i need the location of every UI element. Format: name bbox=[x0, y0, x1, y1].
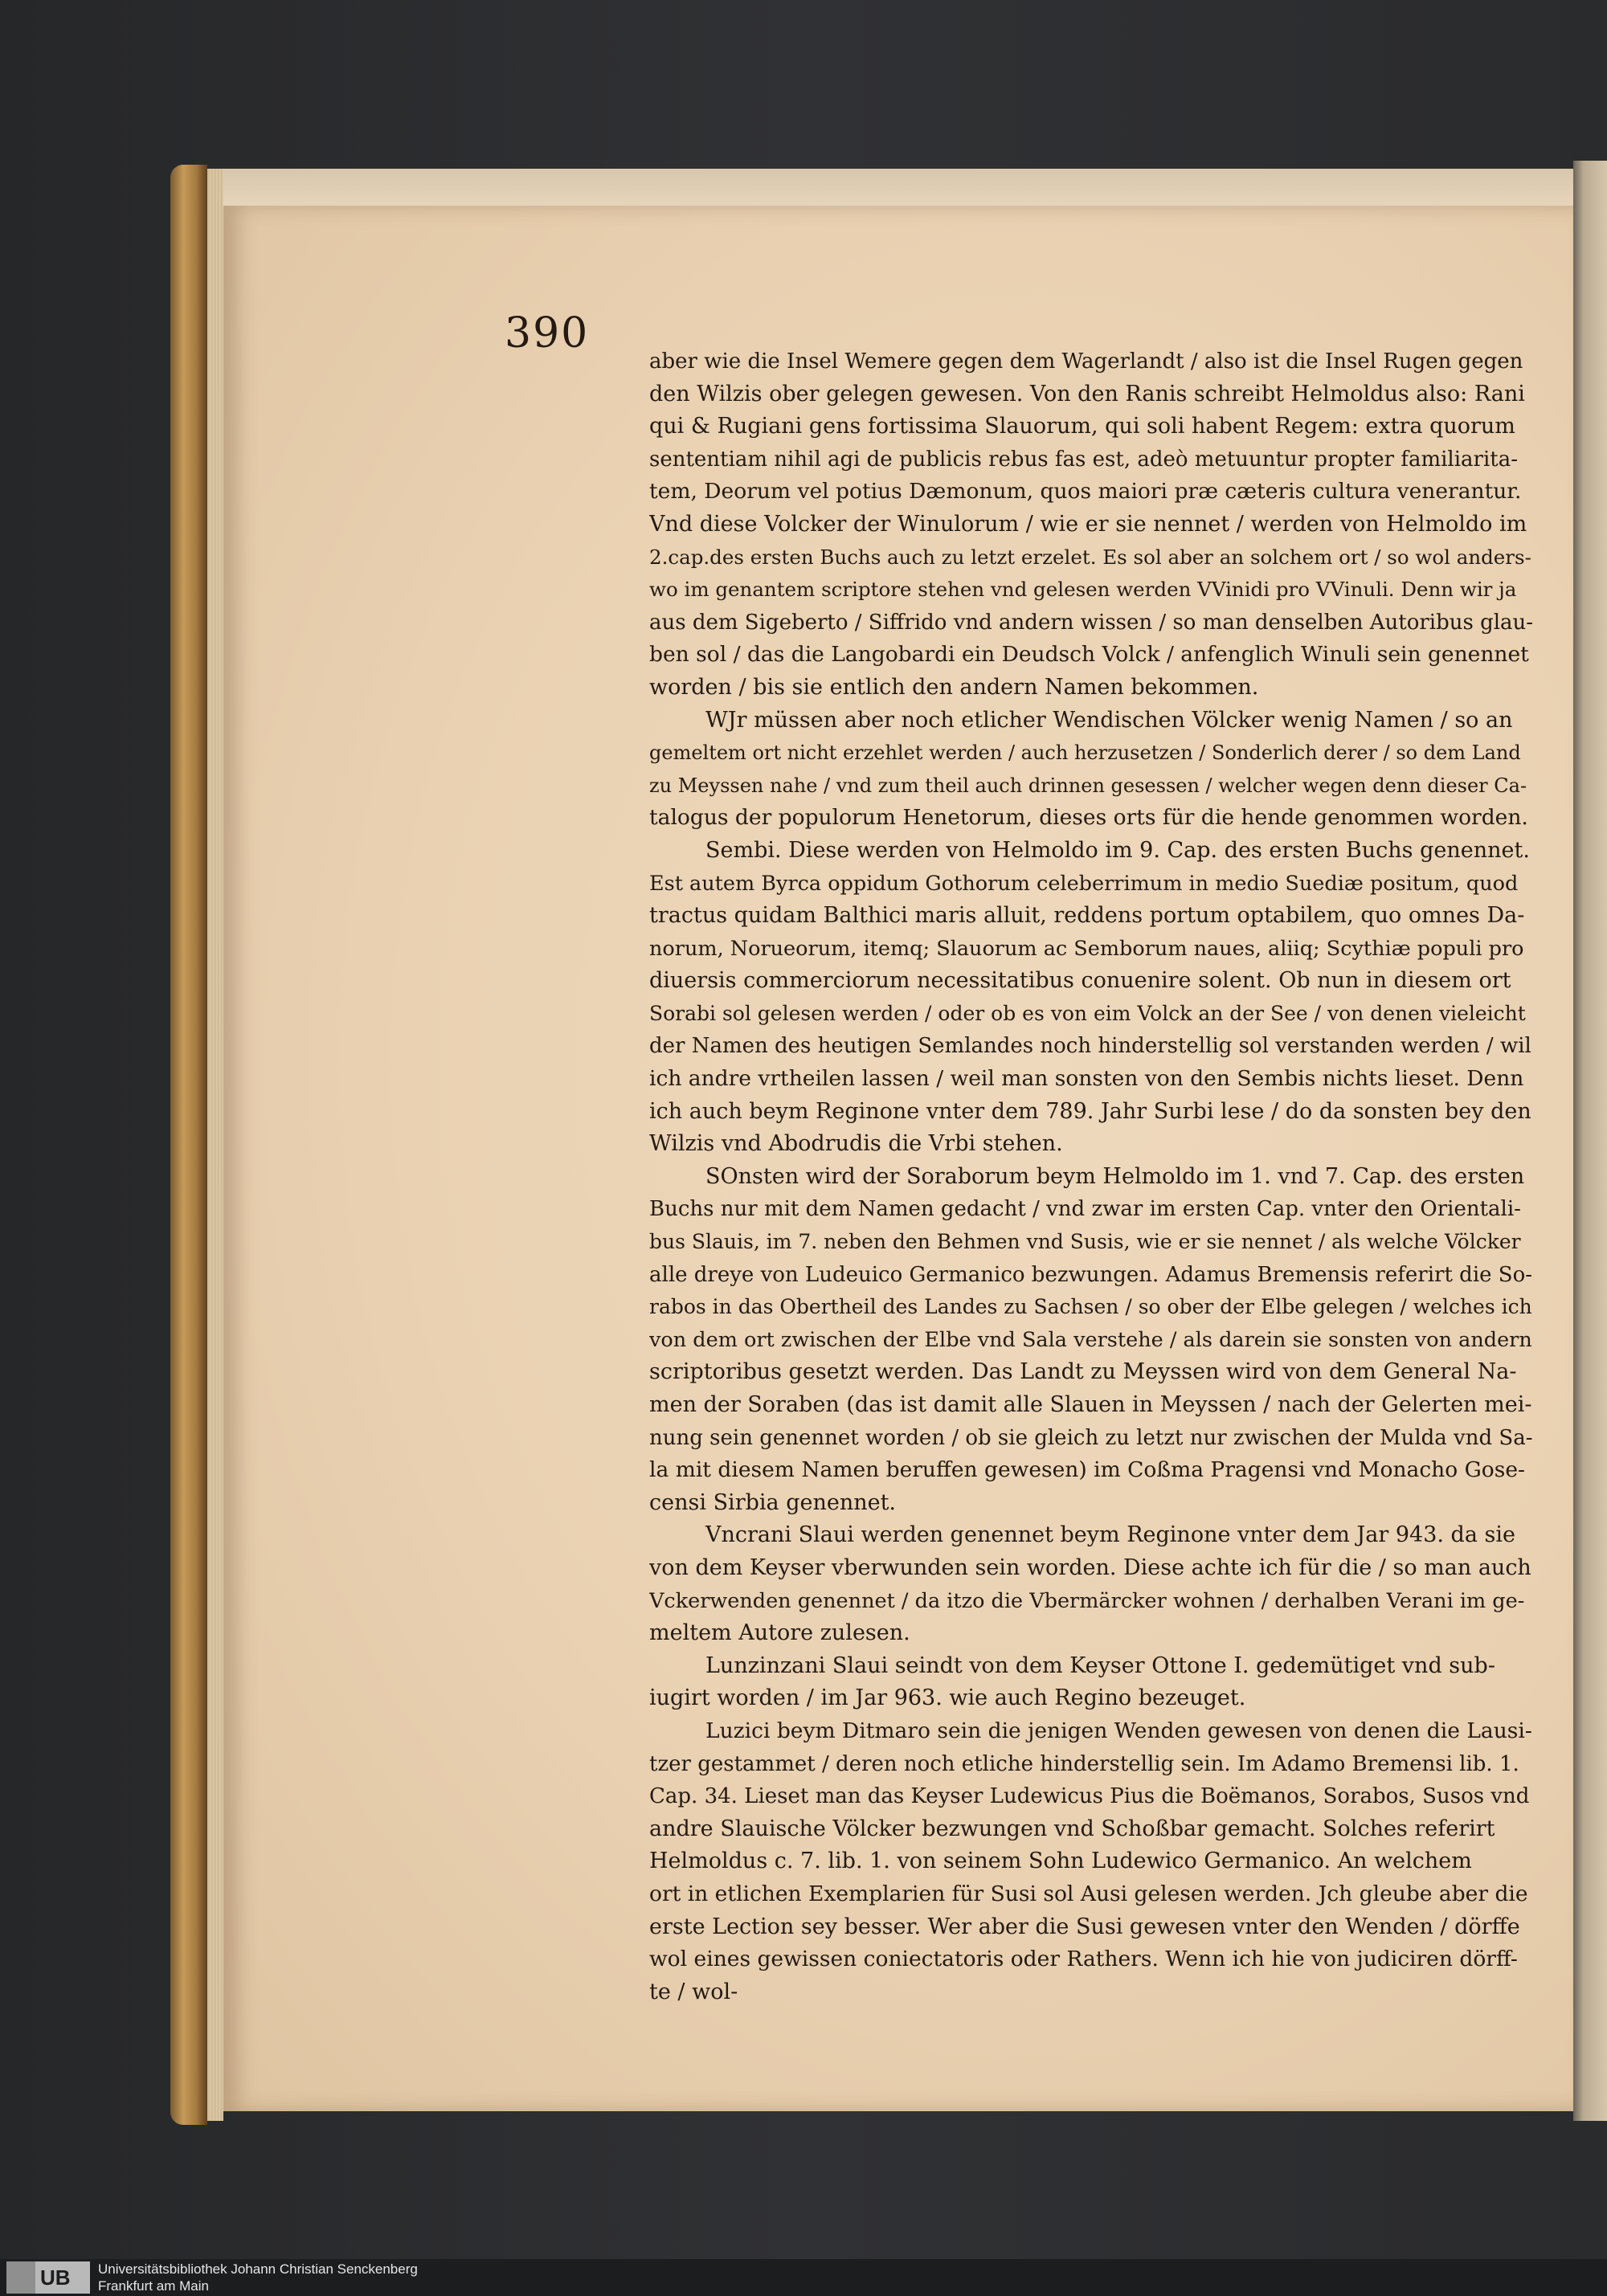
text-line: iugirt worden / im Jar 963. wie auch Regino bezeuget. bbox=[649, 1685, 1246, 1711]
text-line: diuersis commerciorum necessitatibus conuenire solent. Ob nun in diesem ort bbox=[649, 968, 1511, 994]
text-line: nung sein genennet worden / ob sie gleich zu letzt nur zwischen der Mulda vnd Sa- bbox=[649, 1425, 1533, 1450]
text-line: Lunzinzani Slaui seindt von dem Keyser Ottone I. gedemütiget vnd sub- bbox=[705, 1653, 1495, 1678]
text-line: Buchs nur mit dem Namen gedacht / vnd zwar im ersten Cap. vnter den Orientali- bbox=[649, 1197, 1521, 1222]
library-logo bbox=[6, 2261, 90, 2294]
text-line: der Namen des heutigen Semlandes noch hinderstellig sol verstanden werden / wil bbox=[649, 1034, 1531, 1059]
text-line: Cap. 34. Lieset man das Keyser Ludewicus Pius die Boëmanos, Sorabos, Susos vnd bbox=[649, 1784, 1530, 1809]
text-line: tractus quidam Balthici maris alluit, reddens portum optabilem, quo omnes Da- bbox=[649, 903, 1525, 929]
text-line: Vckerwenden genennet / da itzo die Vbermärcker wohnen / derhalben Verani im ge- bbox=[649, 1588, 1525, 1613]
text-line: aber wie die Insel Wemere gegen dem Wagerlandt / also ist die Insel Rugen gegen bbox=[649, 349, 1523, 374]
text-line: von dem ort zwischen der Elbe vnd Sala verstehe / als darein sie sonsten von andern bbox=[649, 1327, 1532, 1352]
text-line: censi Sirbia genennet. bbox=[649, 1489, 897, 1515]
text-line: Vnd diese Volcker der Winulorum / wie er sie nennet / werden von Helmoldo im bbox=[649, 511, 1527, 537]
text-line: 2.cap.des ersten Buchs auch zu letzt erzelet. Es sol aber an solchem ort / so wol anders- bbox=[649, 545, 1531, 569]
text-line: rabos in das Obertheil des Landes zu Sachsen / so ober der Elbe gelegen / welches ich bbox=[649, 1295, 1532, 1319]
text-line: Sembi. Diese werden von Helmoldo im 9. Cap. des ersten Buchs genennet. bbox=[705, 837, 1530, 863]
text-line: te / wol- bbox=[649, 1979, 738, 2004]
text-line: wol eines gewissen coniectatoris oder Rathers. Wenn ich hie von judiciren dörff- bbox=[649, 1947, 1518, 1972]
page-top-edge bbox=[207, 169, 1573, 207]
text-line: Wilzis vnd Abodrudis die Vrbi stehen. bbox=[649, 1131, 1063, 1157]
text-line: worden / bis sie entlich den andern Namen bekommen. bbox=[649, 674, 1259, 700]
text-line: andre Slauische Völcker bezwungen vnd Schoßbar gemacht. Solches referirt bbox=[649, 1816, 1495, 1841]
book-binding bbox=[170, 165, 207, 2125]
text-line: wo im genantem scriptore stehen vnd gelesen werden VVinidi pro VVinuli. Denn wir ja bbox=[649, 578, 1517, 602]
text-line: scriptoribus gesetzt werden. Das Landt zu Meyssen wird von dem General Na- bbox=[649, 1359, 1517, 1385]
text-line: ich auch beym Reginone vnter dem 789. Jahr Surbi lese / do da sonsten bey den bbox=[649, 1098, 1531, 1124]
text-line: Vncrani Slaui werden genennet beym Reginone vnter dem Jar 943. da sie bbox=[705, 1522, 1515, 1548]
text-line: von dem Keyser vberwunden sein worden. Diese achte ich für die / so man auch bbox=[649, 1554, 1531, 1580]
library-logo-text: UB bbox=[40, 2265, 71, 2290]
text-line: gemeltem ort nicht erzehlet werden / auch herzusetzen / Sonderlich derer / so dem Land bbox=[649, 742, 1521, 765]
text-line: den Wilzis ober gelegen gewesen. Von den Ranis schreibt Helmoldus also: Rani bbox=[649, 381, 1525, 406]
page-text-block bbox=[649, 345, 1533, 2008]
text-line: ben sol / das die Langobardi ein Deudsch Volck / anfenglich Winuli sein genennet bbox=[649, 642, 1529, 668]
text-line: ort in etlichen Exemplarien für Susi sol Ausi gelesen werden. Jch gleube aber die bbox=[649, 1881, 1528, 1906]
footer-city: Frankfurt am Main bbox=[98, 2278, 209, 2294]
library-logo-icon bbox=[6, 2261, 35, 2294]
text-line: bus Slauis, im 7. neben den Behmen vnd Susis, wie er sie nennet / als welche Völcker bbox=[649, 1230, 1521, 1254]
text-line: sententiam nihil agi de publicis rebus fas est, adeò metuuntur propter familiarita- bbox=[649, 447, 1519, 472]
text-line: erste Lection sey besser. Wer aber die Susi gewesen vnter den Wenden / dörffe bbox=[649, 1914, 1520, 1939]
text-line: WJr müssen aber noch etlicher Wendischen Völcker wenig Namen / so an bbox=[705, 707, 1513, 733]
text-line: Luzici beym Ditmaro sein die jenigen Wenden gewesen von denen die Lausi- bbox=[705, 1718, 1532, 1743]
page-block-edge bbox=[207, 169, 223, 2121]
text-line: qui & Rugiani gens fortissima Slauorum, qui soli habent Regem: extra quorum bbox=[649, 414, 1515, 439]
text-line: ich andre vrtheilen lassen / weil man sonsten von den Sembis nichts lieset. Denn bbox=[649, 1066, 1524, 1092]
text-line: SOnsten wird der Soraborum beym Helmoldo im 1. vnd 7. Cap. des ersten bbox=[705, 1163, 1525, 1189]
text-line: tzer gestammet / deren noch etliche hinderstellig sein. Im Adamo Bremensi lib. 1. bbox=[649, 1751, 1519, 1776]
text-line: tem, Deorum vel potius Dæmonum, quos maiori præ cæteris cultura venerantur. bbox=[649, 479, 1522, 505]
text-line: norum, Norueorum, itemq; Slauorum ac Semborum naues, aliiq; Scythiæ populi pro bbox=[649, 936, 1524, 961]
text-line: Helmoldus c. 7. lib. 1. von seinem Sohn Ludewico Germanico. An welchem bbox=[649, 1849, 1472, 1874]
page-number: 390 bbox=[505, 309, 590, 357]
text-line: alle dreye von Ludeuico Germanico bezwungen. Adamus Bremensis referirt die So- bbox=[649, 1262, 1533, 1287]
footer-institution: Universitätsbibliothek Johann Christian Senckenberg bbox=[98, 2261, 418, 2277]
text-line: men der Soraben (das ist damit alle Slauen in Meyssen / nach der Gelerten mei- bbox=[649, 1392, 1532, 1417]
text-line: Sorabi sol gelesen werden / oder ob es von eim Volck an der See / von denen vieleicht bbox=[649, 1001, 1526, 1025]
text-line: la mit diesem Namen beruffen gewesen) im Coßma Pragensi vnd Monacho Gose- bbox=[649, 1457, 1525, 1483]
adjacent-page-edge bbox=[1573, 161, 1607, 2121]
footer-attribution bbox=[98, 2261, 418, 2294]
text-line: meltem Autore zulesen. bbox=[649, 1620, 910, 1646]
text-line: zu Meyssen nahe / vnd zum theil auch drinnen gesessen / welcher wegen denn dieser Ca- bbox=[649, 774, 1527, 797]
text-line: talogus der populorum Henetorum, dieses orts für die hende genommen worden. bbox=[649, 805, 1528, 831]
text-line: aus dem Sigeberto / Siffrido vnd andern wissen / so man denselben Autoribus glau- bbox=[649, 610, 1533, 635]
text-line: Est autem Byrca oppidum Gothorum celeberrimum in medio Suediæ positum, quod bbox=[649, 871, 1519, 896]
